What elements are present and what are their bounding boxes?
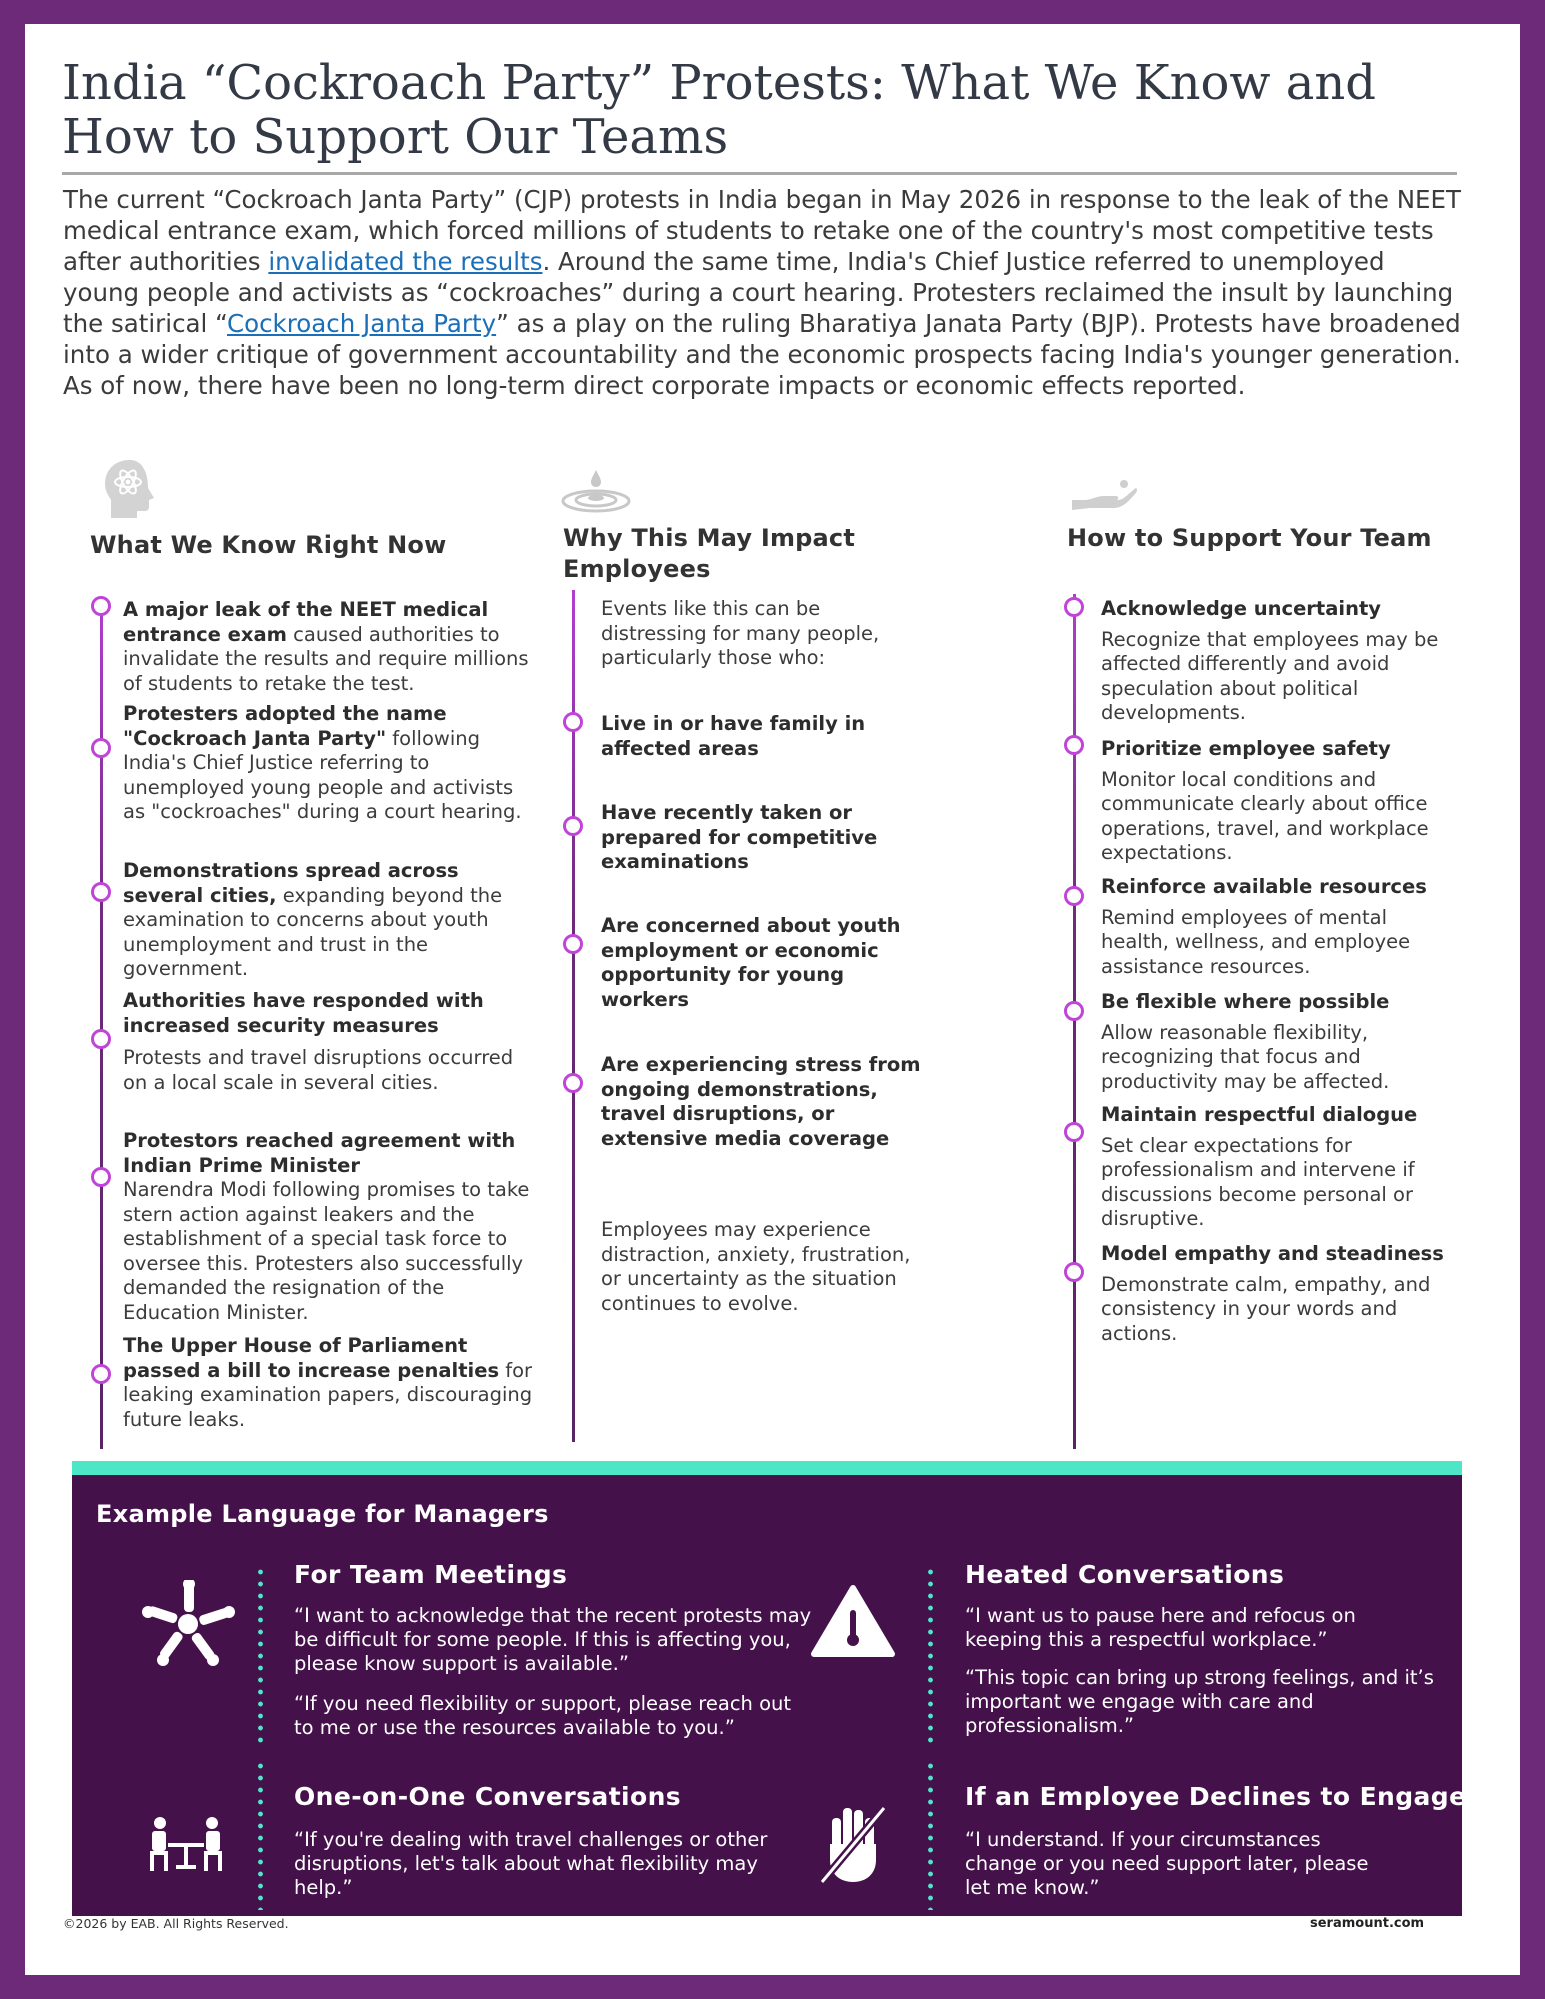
- section-heading-one-on-one: One-on-One Conversations: [294, 1782, 682, 1811]
- col3-item: Acknowledge uncertainty Recognize that employees may be affected differently and avoid speculation about political developments.: [1101, 597, 1439, 724]
- intro-paragraph: [63, 184, 1463, 401]
- col3-heading: How to Support Your Team: [1067, 524, 1432, 552]
- timeline-dot: [91, 596, 111, 616]
- timeline-dot: [91, 738, 111, 758]
- timeline-dot: [91, 1364, 111, 1384]
- col2-heading: Why This May Impact Employees: [563, 524, 856, 583]
- cockroach-janta-party-link[interactable]: Cockroach Janta Party: [226, 309, 497, 338]
- water-drop-icon: [560, 468, 632, 514]
- col1-timeline: [100, 597, 103, 1449]
- col3-item: Model empathy and steadiness Demonstrate calm, empathy, and consistency in your words and actions.: [1101, 1242, 1444, 1345]
- dotted-divider: [258, 1566, 263, 1746]
- col1-item: A major leak of the NEET medical entrance exam caused authorities to invalidate the results and require millions of students to retake the test.: [123, 598, 529, 695]
- col3-item: Reinforce available resources Remind employees of mental health, wellness, and employee assistance resources.: [1101, 875, 1427, 978]
- dotted-divider: [928, 1760, 933, 1910]
- timeline-dot: [1064, 597, 1084, 617]
- quote: “If you need flexibility or support, please reach out to me or use the resources available to you.”: [294, 1692, 792, 1739]
- col1-item: Authorities have responded with increased security measures Protests and travel disruptions occurred on a local scale in several cities.: [123, 989, 514, 1094]
- timeline-dot: [563, 1073, 583, 1093]
- col1-heading: What We Know Right Now: [90, 531, 447, 559]
- brain-head-icon: [100, 458, 158, 520]
- timeline-dot: [563, 934, 583, 954]
- timeline-dot: [563, 816, 583, 836]
- timeline-dot: [91, 1029, 111, 1049]
- timeline-dot: [91, 1167, 111, 1187]
- quote: “This topic can bring up strong feelings, and it’s important we engage with care and professionalism.”: [965, 1666, 1434, 1737]
- warning-thermometer-icon: [810, 1584, 896, 1658]
- col2-item: Live in or have family in affected areas: [601, 712, 866, 760]
- col1-item: Demonstrations spread across several cities, expanding beyond the examination to concerns about youth unemployment and trust in the government.: [123, 859, 503, 980]
- col1-item: Protestors reached agreement with Indian Prime Minister Narendra Modi following promises to take stern action against leakers and the establishment of a special task force to oversee this. Protesters also successfully demanded the resignation of the Education Minister.: [123, 1129, 530, 1324]
- intro-text-1: The current “Cockroach Janta Party” (CJP) protests in India began in May 2026 in response to the leak of the NEET medical entrance exam, which forced millions of students to retake one of the country's most competitive tests after authorities: [63, 185, 1461, 276]
- dotted-divider: [258, 1760, 263, 1910]
- timeline-dot: [1064, 1001, 1084, 1021]
- quote: “I understand. If your circumstances change or you need support later, please let me know.”: [965, 1828, 1369, 1899]
- invalidated-results-link[interactable]: invalidated the results: [268, 247, 543, 276]
- timeline-dot: [1064, 735, 1084, 755]
- col2-closing: Employees may experience distraction, anxiety, frustration, or uncertainty as the situation continues to evolve.: [601, 1218, 911, 1315]
- intro-text-3: ” as a play on the ruling Bharatiya Janata Party (BJP). Protests have broadened into a wider critique of government accountability and the economic prospects facing India's younger generation. As of now, there have been no long-term direct corporate impacts or economic effects reported.: [63, 309, 1461, 400]
- footer-site: seramount.com: [1310, 1916, 1425, 1931]
- footer-copyright: ©2026 by EAB. All Rights Reserved.: [63, 1916, 289, 1931]
- team-hands-icon: [140, 1580, 236, 1668]
- col3-item: Be flexible where possible Allow reasonable flexibility, recognizing that focus and productivity may be affected.: [1101, 990, 1390, 1093]
- col3-timeline: [1073, 594, 1076, 1449]
- quote: “I want to acknowledge that the recent protests may be difficult for some people. If this is affecting you, please know support is available.”: [294, 1604, 812, 1675]
- section-heading-declines-to-engage: If an Employee Declines to Engage: [965, 1782, 1467, 1811]
- timeline-dot: [91, 882, 111, 902]
- section-heading-team-meetings: For Team Meetings: [294, 1560, 568, 1589]
- helping-hand-icon: [1070, 478, 1138, 512]
- col2-lead: Events like this can be distressing for many people, particularly those who:: [601, 597, 880, 669]
- col1-item: Protesters adopted the name "Cockroach Janta Party" following India's Chief Justice referring to unemployed young people and activists as "cockroaches" during a court hearing.: [123, 702, 522, 823]
- title-divider: [62, 172, 1457, 175]
- timeline-dot: [563, 712, 583, 732]
- no-hand-icon: [818, 1804, 888, 1884]
- band-title: Example Language for Managers: [96, 1500, 549, 1528]
- timeline-dot: [1064, 1122, 1084, 1142]
- col2-item: Are concerned about youth employment or economic opportunity for young workers: [601, 914, 901, 1011]
- two-people-table-icon: [148, 1815, 224, 1873]
- col1-item: The Upper House of Parliament passed a bill to increase penalties for leaking examination papers, discouraging future leaks.: [123, 1334, 533, 1431]
- page-title: India “Cockroach Party” Protests: What We Know and How to Support Our Teams: [62, 55, 1376, 165]
- section-heading-heated-conversations: Heated Conversations: [965, 1560, 1285, 1589]
- intro-text-2: . Around the same time, India's Chief Justice referred to unemployed young people and activists as “cockroaches” during a court hearing. Protesters reclaimed the insult by launching the satirical “: [63, 247, 1454, 338]
- timeline-dot: [1064, 886, 1084, 906]
- col2-item: Have recently taken or prepared for competitive examinations: [601, 801, 878, 873]
- col3-item: Maintain respectful dialogue Set clear expectations for professionalism and intervene if discussions become personal or disruptive.: [1101, 1103, 1418, 1230]
- col3-item: Prioritize employee safety Monitor local conditions and communicate clearly about office operations, travel, and workplace expectations.: [1101, 737, 1429, 864]
- timeline-dot: [1064, 1262, 1084, 1282]
- quote: “If you're dealing with travel challenges or other disruptions, let's talk about what flexibility may help.”: [294, 1828, 768, 1899]
- col2-item: Are experiencing stress from ongoing demonstrations, travel disruptions, or extensive media coverage: [601, 1053, 921, 1150]
- quote: “I want us to pause here and refocus on keeping this a respectful workplace.”: [965, 1604, 1356, 1651]
- dotted-divider: [928, 1566, 933, 1746]
